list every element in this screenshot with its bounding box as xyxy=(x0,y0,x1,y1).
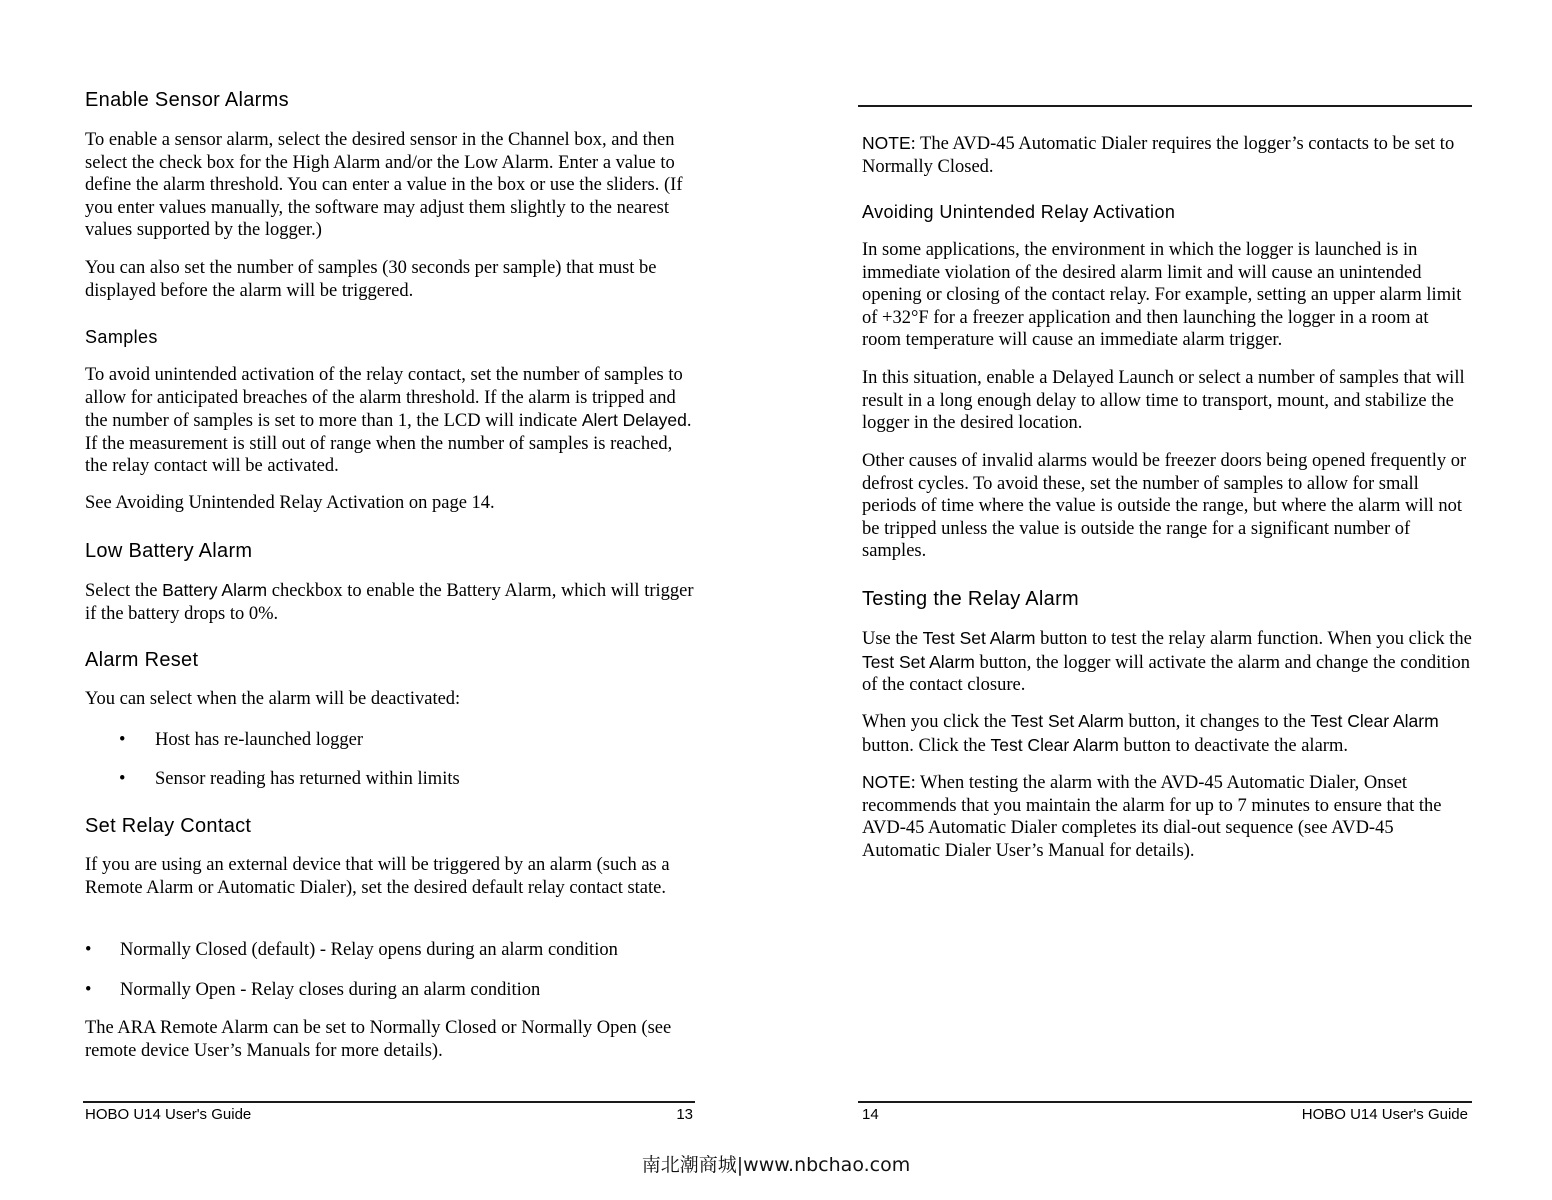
bullet-icon: • xyxy=(85,940,92,960)
paragraph xyxy=(85,257,695,302)
paragraph xyxy=(85,579,695,625)
paragraph: The ARA Remote Alarm can be set to Normally Closed or Normally Open (see remote device User’s Manuals for more details). xyxy=(85,1018,672,1061)
text-run: button. Click the xyxy=(862,735,991,756)
heading-set-relay-contact: Set Relay Contact xyxy=(85,815,252,837)
ui-term: Test Set Alarm xyxy=(862,651,975,672)
heading-enable-sensor-alarms: Enable Sensor Alarms xyxy=(85,89,289,111)
ui-term: Test Clear Alarm xyxy=(1310,711,1439,731)
text-run: In some applications, the environment in which the logger is launched is in immediate violation of the desired alarm limit and will cause an unintended opening or closing of the contact relay. For example, setting an upper alarm limit of +32°F for a freezer application and then launching the logger in a room at room temperature will cause an immediate alarm trigger. xyxy=(862,240,1462,351)
text-run: When you click the xyxy=(862,712,1011,732)
paragraph xyxy=(85,129,695,242)
text-run: button, the logger will activate the alarm and change the condition of the contact closure. xyxy=(862,652,1471,696)
footer-rule xyxy=(858,1101,1472,1103)
paragraph xyxy=(85,364,695,478)
text-run: : When testing the alarm with the AVD-45 Automatic Dialer, Onset recommends that you maintain the alarm for up to 7 minutes to ensure that the AVD-45 Automatic Dialer completes its dial-out sequence (see AVD-45 Automatic Dialer User’s Manual for details). xyxy=(862,773,1442,861)
header-rule xyxy=(858,105,1472,107)
text-run: You can also set the number of samples (30 seconds per sample) that must be displayed before the alarm will be triggered. xyxy=(85,258,657,301)
ui-term: NOTE xyxy=(862,133,911,153)
heading-alarm-reset: Alarm Reset xyxy=(85,649,199,671)
footer-rule xyxy=(83,1101,695,1103)
paragraph xyxy=(862,239,1472,352)
text-run: To enable a sensor alarm, select the desired sensor in the Channel box, and then select the check box for the High Alarm and/or the Low Alarm. Enter a value to define the alarm threshold. You can enter a value in the box or use the sliders. (If you enter values manually, the software may adjust them slightly to the nearest values supported by the logger.) xyxy=(85,130,683,241)
note-paragraph xyxy=(862,771,1472,862)
bullet-icon: • xyxy=(119,769,126,789)
text-run: checkbox to enable the Battery Alarm, which will trigger if the battery drops to 0%. xyxy=(85,581,694,624)
heading-testing-the-relay-alarm: Testing the Relay Alarm xyxy=(862,588,1079,610)
paragraph xyxy=(85,492,695,515)
paragraph: You can select when the alarm will be deactivated: xyxy=(85,689,461,709)
ui-term: Alert Delayed xyxy=(581,410,687,431)
paragraph: If you are using an external device that will be triggered by an alarm (such as a Remote Alarm or Automatic Dialer), set the desired default relay contact state. xyxy=(85,855,670,898)
watermark: 南北潮商城|www.nbchao.com xyxy=(641,1154,911,1176)
ui-term: Battery Alarm xyxy=(162,580,268,600)
ui-term: Test Clear Alarm xyxy=(990,734,1119,755)
heading-avoiding-unintended-relay-activation: Avoiding Unintended Relay Activation xyxy=(862,202,1176,222)
text-run: button to deactivate the alarm. xyxy=(1118,735,1348,756)
text-run: Other causes of invalid alarms would be freezer doors being opened frequently or defrost cycles. To avoid these, set the number of samples to allow for small periods of time where the value is outside the range, but where the alarm will not be tripped unless the value is outside the range for a significant number of samples. xyxy=(862,451,1467,562)
ui-term: Test Set Alarm xyxy=(922,628,1036,648)
text-run: button to test the relay alarm function. When you click the xyxy=(1035,629,1472,649)
page-number: 14 xyxy=(862,1106,879,1123)
text-run: Select the xyxy=(85,581,163,601)
ui-term: NOTE xyxy=(862,772,911,792)
text-run: button, it changes to the xyxy=(1123,712,1311,732)
paragraph xyxy=(862,367,1472,435)
footer-title: HOBO U14 User's Guide xyxy=(85,1106,252,1123)
bullet-icon: • xyxy=(85,980,92,1000)
text-run: To avoid unintended activation of the relay contact, set the number of samples to allow for anticipated breaches of the alarm threshold. If the alarm is tripped and the number of samples is set to more than 1, the LCD will indicate xyxy=(85,365,683,432)
page-number: 13 xyxy=(676,1106,693,1123)
heading-samples: Samples xyxy=(85,327,158,347)
paragraph xyxy=(862,450,1472,563)
text-run: See Avoiding Unintended Relay Activation on page 14. xyxy=(85,493,495,513)
ui-term: Test Set Alarm xyxy=(1010,711,1124,731)
text-run: In this situation, enable a Delayed Launch or select a number of samples that will result in a long enough delay to allow time to transport, mount, and stabilize the logger in the desired location. xyxy=(862,368,1465,434)
note-paragraph xyxy=(862,132,1472,178)
bullet-icon: • xyxy=(119,730,126,750)
text-run: : The AVD-45 Automatic Dialer requires the logger’s contacts to be set to Normally Closed. xyxy=(862,134,1455,177)
paragraph xyxy=(862,710,1472,757)
heading-low-battery-alarm: Low Battery Alarm xyxy=(85,540,253,562)
text-run: Use the xyxy=(862,629,923,649)
paragraph xyxy=(862,627,1472,697)
footer-title: HOBO U14 User's Guide xyxy=(1301,1106,1468,1123)
text-run: . If the measurement is still out of range when the number of samples is reached, the relay contact will be activated. xyxy=(85,411,692,477)
